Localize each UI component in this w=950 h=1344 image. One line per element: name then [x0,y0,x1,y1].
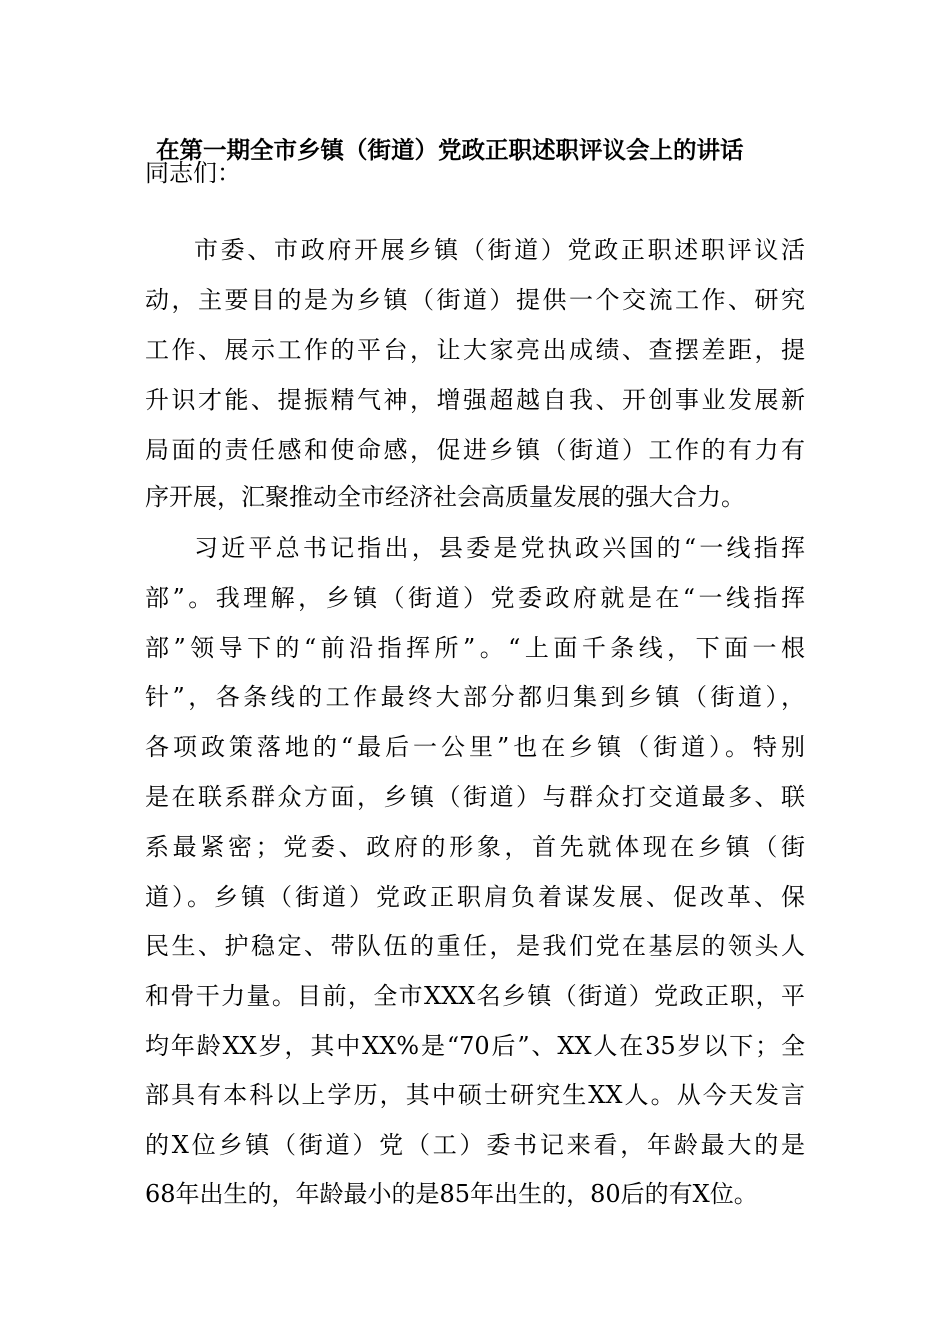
paragraph-2-line: 是在联系群众方面，乡镇（街道）与群众打交道最多、联 [145,783,805,811]
paragraph-1-line: 市委、市政府开展乡镇（街道）党政正职述职评议活 [194,236,805,264]
paragraph-2-line: 和骨干力量。目前，全市XXX名乡镇（街道）党政正职，平 [145,982,805,1010]
paragraph-2-line: 部具有本科以上学历，其中硕士研究生XX人。从今天发言 [145,1081,805,1109]
paragraph-1-line: 序开展，汇聚推动全市经济社会高质量发展的强大合力。 [145,483,745,511]
paragraph-2-line: 民生、护稳定、带队伍的重任，是我们党在基层的领头人 [145,932,805,960]
paragraph-2-line: 习近平总书记指出，县委是党执政兴国的“一线指挥 [194,534,805,562]
paragraph-2-line: 均年龄XX岁，其中XX%是“70后”、XX人在35岁以下；全 [145,1032,805,1060]
paragraph-2-line: 各项政策落地的“最后一公里”也在乡镇（街道）。特别 [145,733,805,761]
paragraph-1-line: 动，主要目的是为乡镇（街道）提供一个交流工作、研究 [145,286,805,314]
greeting: 同志们： [145,159,241,187]
paragraph-2-line: 部”。我理解，乡镇（街道）党委政府就是在“一线指挥 [145,584,805,612]
paragraph-2-line: 针”，各条线的工作最终大部分都归集到乡镇（街道）， [145,683,805,711]
paragraph-1-line: 工作、展示工作的平台，让大家亮出成绩、查摆差距，提 [145,336,805,364]
paragraph-2-line: 道）。乡镇（街道）党政正职肩负着谋发展、促改革、保 [145,883,805,911]
paragraph-1-line: 局面的责任感和使命感，促进乡镇（街道）工作的有力有 [145,436,805,464]
paragraph-2-line: 系最紧密；党委、政府的形象，首先就体现在乡镇（街 [145,833,805,861]
paragraph-2-line: 部”领导下的“前沿指挥所”。“上面千条线，下面一根 [145,634,805,662]
paragraph-1-line: 升识才能、提振精气神，增强超越自我、开创事业发展新 [145,386,805,414]
document-title: 在第一期全市乡镇（街道）党政正职述职评议会上的讲话 [156,136,744,164]
paragraph-2-line: 的X位乡镇（街道）党（工）委书记来看，年龄最大的是 [145,1131,805,1159]
paragraph-2-line: 68年出生的，年龄最小的是85年出生的，80后的有X位。 [145,1180,758,1208]
